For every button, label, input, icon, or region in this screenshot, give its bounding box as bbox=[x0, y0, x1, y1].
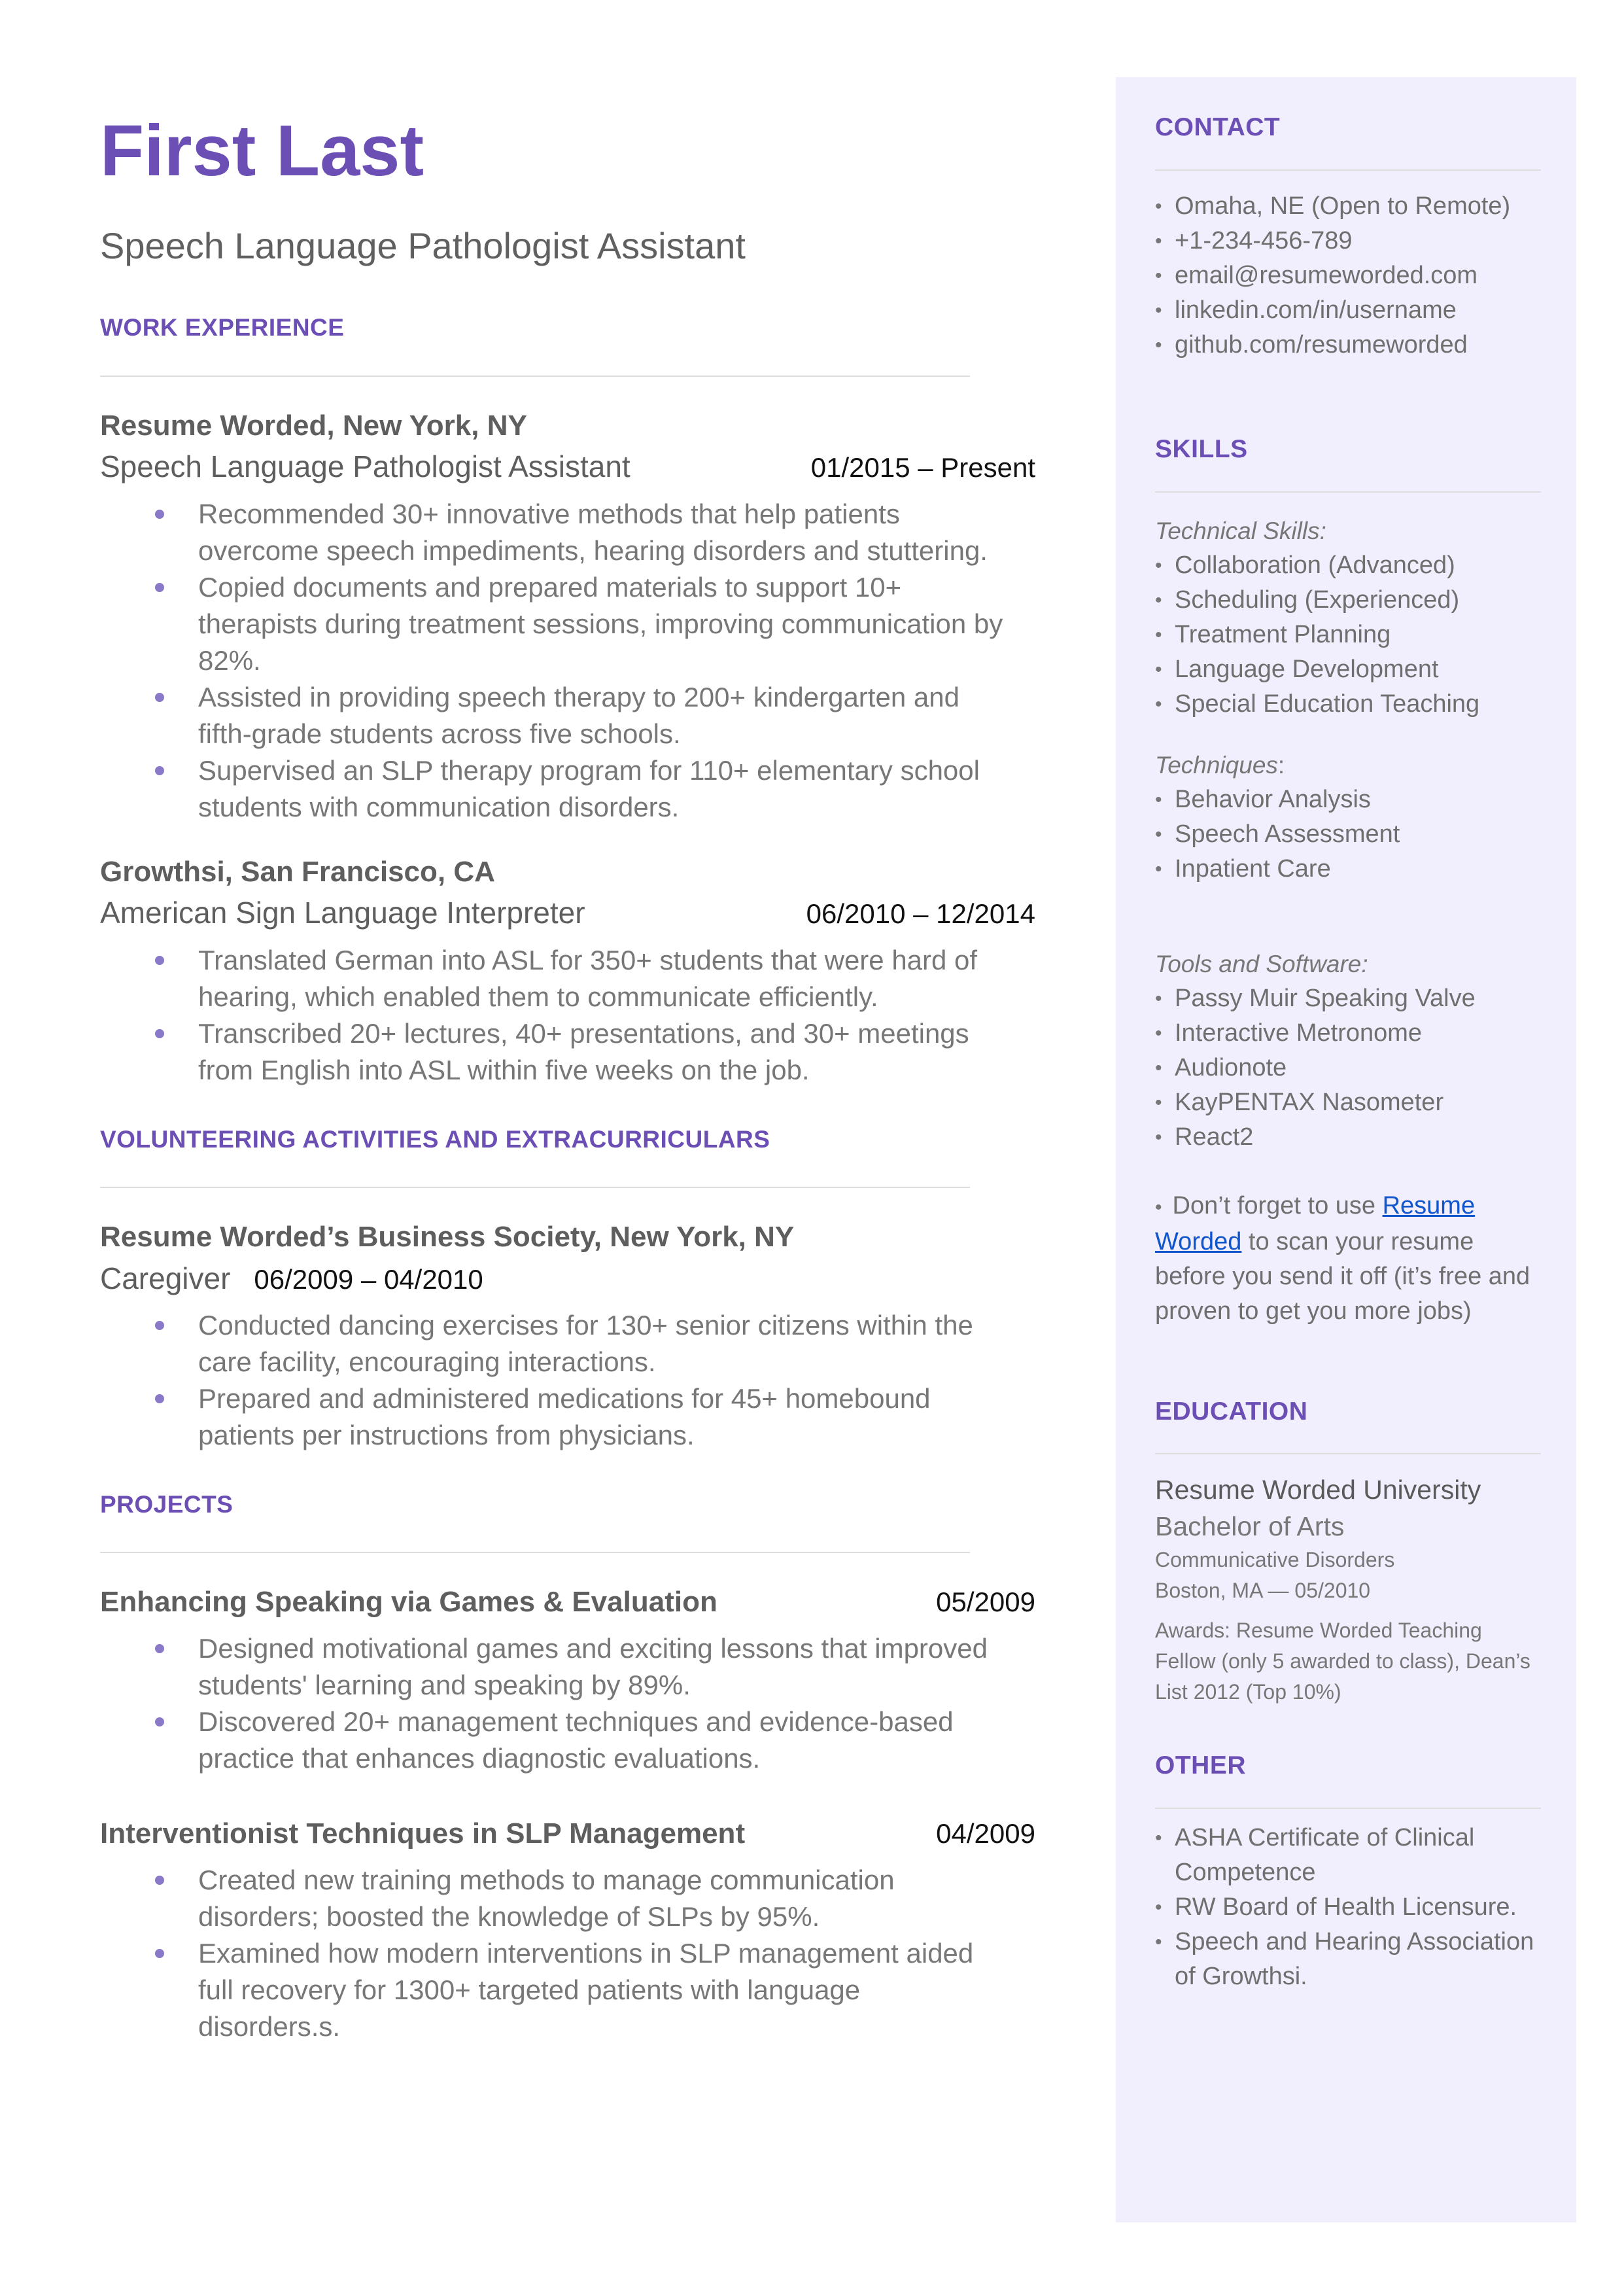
project-entry bbox=[100, 1813, 1035, 2045]
bullet-item: Transcribed 20+ lectures, 40+ presentations, and 30+ meetings from English into ASL within five weeks on the job. bbox=[198, 1015, 1035, 1089]
projects-heading: PROJECTS bbox=[100, 1490, 233, 1518]
project-title: Enhancing Speaking via Games & Evaluation bbox=[100, 1586, 717, 1619]
techniques-label-row bbox=[1155, 748, 1547, 782]
job-organization: Resume Worded, New York, NY bbox=[100, 409, 527, 442]
education-awards: Awards: Resume Worded Teaching Fellow (only 5 awarded to class), Dean’s List 2012 (Top 10%) bbox=[1155, 1619, 1530, 1704]
resume-worded-link[interactable]: Resume Worded bbox=[1155, 1191, 1476, 1255]
bullet-icon: • bbox=[1155, 1196, 1162, 1218]
bullet-item: Supervised an SLP therapy program for 110+ elementary school students with communication disorders. bbox=[198, 752, 1035, 826]
skills-heading: SKILLS bbox=[1155, 434, 1248, 463]
education-location-date: Boston, MA — 05/2010 bbox=[1155, 1579, 1371, 1603]
job-role: Speech Language Pathologist Assistant bbox=[100, 449, 631, 484]
candidate-name: First Last bbox=[100, 111, 424, 191]
contact-github: • github.com/resumeworded bbox=[1155, 328, 1547, 362]
volunteer-bullets bbox=[100, 1307, 1035, 1454]
project-dates: 05/2009 bbox=[936, 1586, 1035, 1618]
bullet-item: Translated German into ASL for 350+ students that were hard of hearing, which enabled them to communicate efficiently. bbox=[198, 942, 1035, 1015]
volunteer-organization: Resume Worded’s Business Society, New York, NY bbox=[100, 1220, 795, 1253]
skill-item: • React2 bbox=[1155, 1120, 1547, 1155]
volunteer-entry bbox=[100, 1217, 1035, 1454]
skill-item: • Behavior Analysis bbox=[1155, 782, 1547, 817]
section-divider bbox=[100, 1552, 970, 1553]
bullet-item: Discovered 20+ management techniques and evidence-based practice that enhances diagnostic evaluations. bbox=[198, 1704, 1035, 1777]
main-column bbox=[100, 111, 1035, 2045]
job-role: American Sign Language Interpreter bbox=[100, 896, 585, 930]
candidate-title: Speech Language Pathologist Assistant bbox=[100, 225, 746, 266]
other-item: • Speech and Hearing Association of Growthsi. bbox=[1155, 1925, 1547, 1994]
skill-item: • Passy Muir Speaking Valve bbox=[1155, 981, 1547, 1016]
education-heading: EDUCATION bbox=[1155, 1397, 1308, 1426]
bullet-item: Designed motivational games and exciting lessons that improved students' learning and speaking by 89%. bbox=[198, 1630, 1035, 1704]
techniques-label: Techniques bbox=[1155, 751, 1278, 779]
contact-email: • email@resumeworded.com bbox=[1155, 258, 1547, 293]
skill-item: • Inpatient Care bbox=[1155, 852, 1547, 886]
project-bullets bbox=[100, 1630, 1035, 1777]
section-divider bbox=[1155, 1453, 1541, 1454]
section-divider bbox=[1155, 169, 1541, 171]
contact-phone: • +1-234-456-789 bbox=[1155, 224, 1547, 258]
skill-item: • Collaboration (Advanced) bbox=[1155, 548, 1547, 583]
education-section bbox=[1155, 1397, 1547, 1708]
volunteer-role-row bbox=[100, 1257, 1035, 1299]
section-divider bbox=[100, 1187, 970, 1188]
job-bullets bbox=[100, 496, 1035, 826]
projects-section bbox=[100, 1490, 1035, 2045]
volunteer-dates: 06/2009 – 04/2010 bbox=[254, 1263, 483, 1295]
education-degree: Bachelor of Arts bbox=[1155, 1511, 1345, 1542]
job-entry bbox=[100, 406, 1035, 826]
other-heading: OTHER bbox=[1155, 1751, 1246, 1780]
bullet-item: Examined how modern interventions in SLP management aided full recovery for 1300+ targeted patients with language disorders.s. bbox=[198, 1935, 1035, 2045]
project-title: Interventionist Techniques in SLP Management bbox=[100, 1817, 746, 1849]
resume-tip bbox=[1155, 1189, 1547, 1329]
other-item: • RW Board of Health Licensure. bbox=[1155, 1890, 1547, 1925]
job-bullets bbox=[100, 942, 1035, 1089]
bullet-item: Assisted in providing speech therapy to 200+ kindergarten and fifth-grade students across five schools. bbox=[198, 679, 1035, 752]
job-entry bbox=[100, 852, 1035, 1089]
bullet-item: Copied documents and prepared materials to support 10+ therapists during treatment sessions, improving communication by 82%. bbox=[198, 569, 1035, 679]
other-item: • ASHA Certificate of Clinical Competence bbox=[1155, 1821, 1547, 1890]
skill-item: • KayPENTAX Nasometer bbox=[1155, 1085, 1547, 1120]
skills-section bbox=[1155, 434, 1547, 1329]
tools-list bbox=[1155, 981, 1547, 1155]
work-experience-section bbox=[100, 313, 1035, 1088]
volunteering-heading: VOLUNTEERING ACTIVITIES AND EXTRACURRICULARS bbox=[100, 1125, 770, 1153]
job-dates: 06/2010 – 12/2014 bbox=[806, 898, 1035, 930]
contact-location: • Omaha, NE (Open to Remote) bbox=[1155, 189, 1547, 224]
job-organization: Growthsi, San Francisco, CA bbox=[100, 855, 495, 888]
section-divider bbox=[100, 376, 970, 377]
bullet-item: Created new training methods to manage communication disorders; boosted the knowledge of SLPs by 95%. bbox=[198, 1862, 1035, 1935]
techniques-list bbox=[1155, 782, 1547, 886]
skill-item: • Special Education Teaching bbox=[1155, 687, 1547, 722]
technical-skills-label: Technical Skills: bbox=[1155, 517, 1326, 544]
volunteer-role: Caregiver bbox=[100, 1261, 231, 1295]
skill-item: • Treatment Planning bbox=[1155, 618, 1547, 652]
project-entry bbox=[100, 1582, 1035, 1777]
job-role-row bbox=[100, 892, 1035, 934]
project-title-row bbox=[100, 1813, 1035, 1854]
sidebar bbox=[1155, 113, 1547, 1994]
bullet-item: Conducted dancing exercises for 130+ senior citizens within the care facility, encouraging interactions. bbox=[198, 1307, 1035, 1380]
project-bullets bbox=[100, 1862, 1035, 2045]
contact-linkedin: • linkedin.com/in/username bbox=[1155, 293, 1547, 328]
tip-text-before: Don’t forget to use bbox=[1172, 1191, 1383, 1219]
skill-item: • Language Development bbox=[1155, 652, 1547, 687]
tools-label: Tools and Software: bbox=[1155, 950, 1368, 977]
project-dates: 04/2009 bbox=[936, 1817, 1035, 1849]
technical-skills-list bbox=[1155, 548, 1547, 722]
job-dates: 01/2015 – Present bbox=[810, 452, 1035, 483]
skill-item: • Speech Assessment bbox=[1155, 817, 1547, 852]
contact-section bbox=[1155, 113, 1547, 362]
contact-list bbox=[1155, 189, 1547, 362]
education-school: Resume Worded University bbox=[1155, 1475, 1481, 1505]
bullet-item: Recommended 30+ innovative methods that help patients overcome speech impediments, hearing disorders and stuttering. bbox=[198, 496, 1035, 569]
skill-item: • Audionote bbox=[1155, 1051, 1547, 1085]
section-divider bbox=[1155, 491, 1541, 493]
skill-item: • Interactive Metronome bbox=[1155, 1016, 1547, 1051]
techniques-colon: : bbox=[1277, 751, 1285, 779]
job-role-row bbox=[100, 446, 1035, 487]
education-field: Communicative Disorders bbox=[1155, 1548, 1395, 1572]
volunteering-section bbox=[100, 1125, 1035, 1454]
bullet-item: Prepared and administered medications for 45+ homebound patients per instructions from physicians. bbox=[198, 1380, 1035, 1454]
project-title-row bbox=[100, 1582, 1035, 1622]
skill-item: • Scheduling (Experienced) bbox=[1155, 583, 1547, 618]
other-list bbox=[1155, 1821, 1547, 1994]
tip-text-after: to scan your resume before you send it off (it’s free and proven to get you more jobs) bbox=[1155, 1227, 1530, 1325]
work-experience-heading: WORK EXPERIENCE bbox=[100, 314, 345, 342]
other-section bbox=[1155, 1751, 1547, 1994]
contact-heading: CONTACT bbox=[1155, 113, 1281, 141]
section-divider bbox=[1155, 1808, 1541, 1809]
